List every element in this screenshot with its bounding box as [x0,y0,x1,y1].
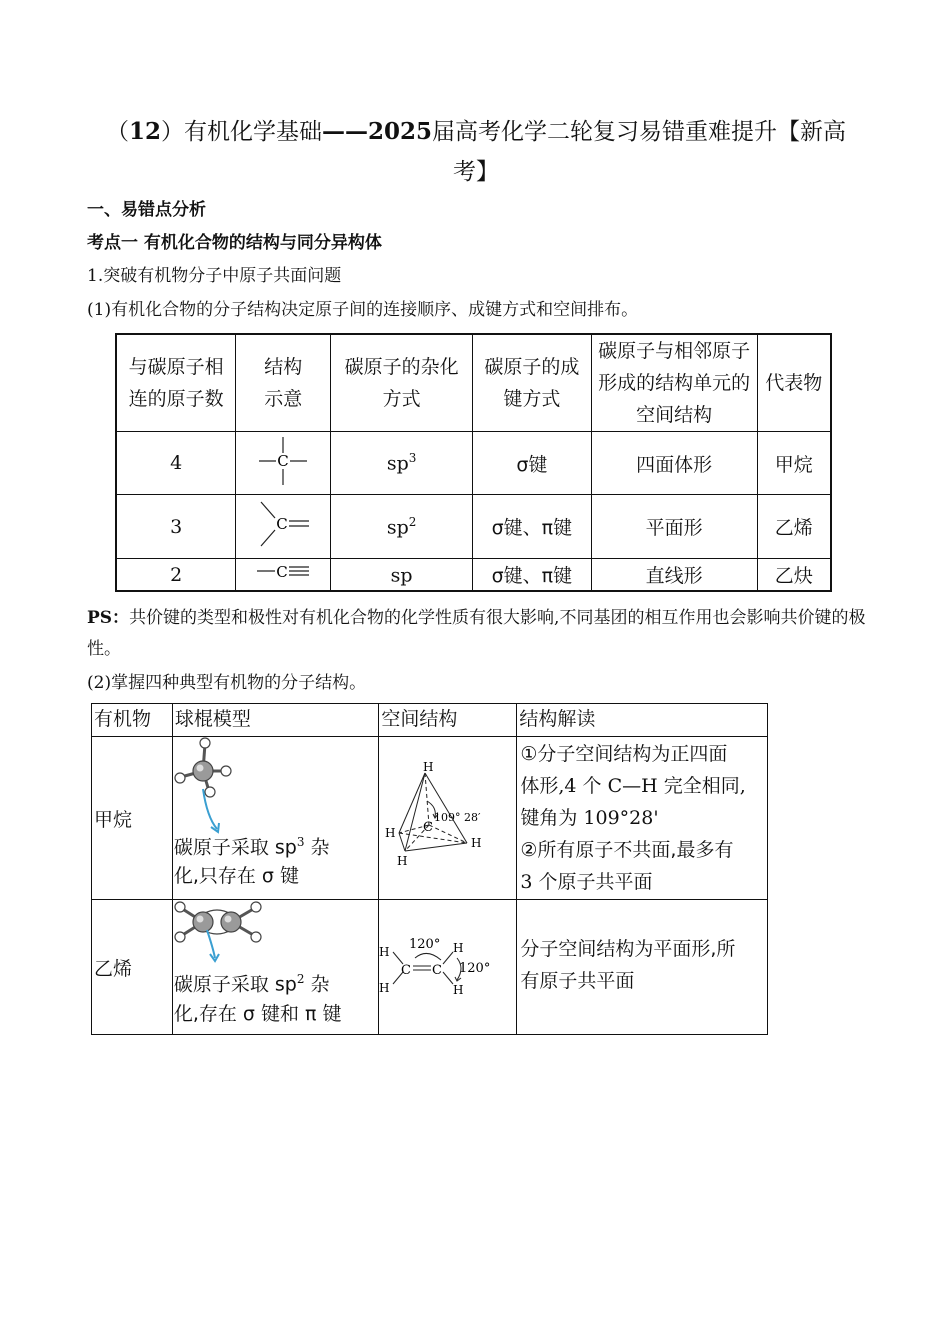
cell-bond: σ键 [472,432,591,495]
cell-hybridization: $sp^3$ [331,432,473,495]
model-caption-line2: 化,存在 σ 键和 π 键 [173,1003,342,1025]
carbon-label: C [276,563,288,581]
h-label: H [379,945,390,959]
cell-shape: 四面体形 [591,432,757,495]
title-mid: ）有机化学基础 [161,119,322,145]
cell-shape: 平面形 [591,495,757,559]
cell-bond: σ键、π键 [472,559,591,592]
cell-spatial-structure [379,900,517,1035]
header-hybridization: 碳原子的杂化方式 [331,334,473,432]
page-title [96,112,856,192]
table-row [92,737,768,900]
cell-spatial-structure [379,737,517,900]
bond-angle-label: 120° [409,937,441,952]
desc-line: 分子空间结构为平面形,所 [520,938,736,960]
desc-line: ②所有原子不共面,最多有 [520,839,734,861]
model-caption-line1: 碳原子采取 $sp^2$ 杂 [173,972,330,996]
bond-angle-label: 109° 28′ [434,811,481,824]
sp-carbon-diagram [251,559,315,585]
table-row [116,432,831,495]
c-label: C [401,963,412,978]
desc-line: 3 个原子共平面 [520,871,653,893]
carbon-label: C [277,451,289,470]
molecule-structure-table [91,703,768,1035]
cell-structure [236,495,331,559]
cell-bond: σ键、π键 [472,495,591,559]
sp2-carbon-diagram [253,496,313,552]
table-row [92,900,768,1035]
desc-line: 键角为 109°28' [520,807,659,829]
c-label: C [432,963,443,978]
item-paragraph-1: (1)有机化合物的分子结构决定原子间的连接顺序、成键方式和空间排布。 [87,300,639,320]
cell-example: 乙炔 [757,559,831,592]
h-label: H [385,826,396,840]
cell-count: 4 [116,432,236,495]
header-organic: 有机物 [92,704,173,737]
cell-count: 3 [116,495,236,559]
ps-text: 共价键的类型和极性对有机化合物的化学性质有很大影响,不同基团的相互作用也会影响共价键的极性。 [87,608,866,659]
point-heading: 考点一 有机化合物的结构与同分异构体 [87,233,382,253]
ps-note [87,603,872,665]
desc-line: ①分子空间结构为正四面 [520,743,728,765]
header-bond-type: 碳原子的成键方式 [472,334,591,432]
cell-example: 乙烯 [757,495,831,559]
header-spatial: 碳原子与相邻原子形成的结构单元的空间结构 [591,334,757,432]
h-label: H [453,941,464,955]
model-caption-line1: 碳原子采取 $sp^3$ 杂 [173,835,330,859]
desc-line: 有原子共平面 [520,970,635,992]
cell-structure [236,432,331,495]
table-row [116,559,831,592]
cell-structure [236,559,331,592]
title-number: 12 [128,118,161,145]
item-paragraph-2: (2)掌握四种典型有机物的分子结构。 [87,673,367,693]
header-example: 代表物 [757,334,831,432]
carbon-label: C [276,515,288,533]
h-label: H [423,760,434,774]
cell-interpretation [517,900,768,1035]
header-ball-stick: 球棍模型 [172,704,379,737]
header-spatial: 空间结构 [379,704,517,737]
cell-count: 2 [116,559,236,592]
sp3-carbon-diagram [253,433,313,489]
title-dash: ——2025 [322,118,433,145]
cell-example: 甲烷 [757,432,831,495]
header-structure: 结构示意 [236,334,331,432]
h-label: H [379,981,390,995]
title-prefix: （ [105,119,129,145]
cell-molecule-name: 甲烷 [92,737,173,900]
h-label: H [471,836,482,850]
cell-shape: 直线形 [591,559,757,592]
cell-molecule-name: 乙烯 [92,900,173,1035]
cell-ball-stick [172,900,379,1035]
table-header-row [116,334,831,432]
table-row [116,495,831,559]
hybridization-table [115,333,832,592]
bond-angle-label: 120° [459,961,491,976]
ethylene-planar-diagram [379,900,515,1010]
model-caption-line2: 化,只存在 σ 键 [173,865,300,887]
c-label: C [423,820,434,835]
header-atom-count: 与碳原子相连的原子数 [116,334,236,432]
section-heading: 一、易错点分析 [87,200,206,220]
h-label: H [397,854,408,868]
h-label: H [453,983,464,997]
title-rest: 届高考化学二轮复习易错重难提升【新高考】 [432,119,847,185]
ps-label: PS： [87,608,130,628]
cell-hybridization: $sp^2$ [331,495,473,559]
item-heading: 1.突破有机物分子中原子共面问题 [87,266,342,286]
header-interpretation: 结构解读 [517,704,768,737]
methane-tetrahedron-diagram [379,737,515,895]
desc-line: 体形,4 个 C—H 完全相同, [520,775,746,797]
cell-hybridization: sp [331,559,473,592]
cell-ball-stick [172,737,379,900]
table-header-row [92,704,768,737]
cell-interpretation [517,737,768,900]
